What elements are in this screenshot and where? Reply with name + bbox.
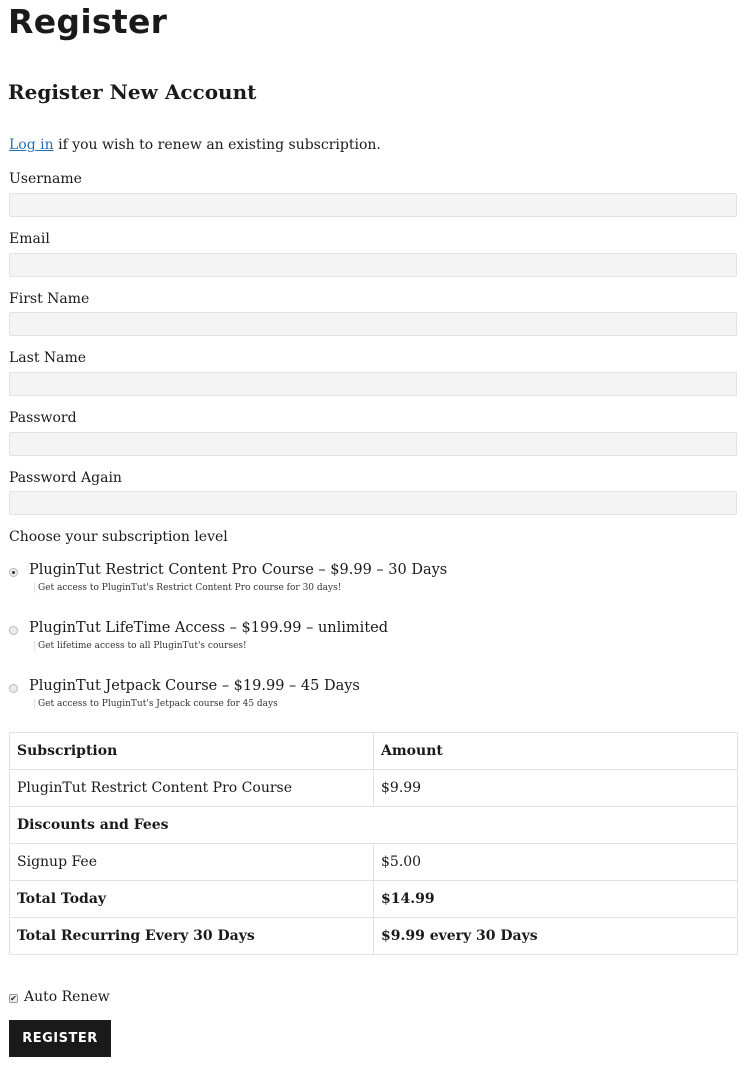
- total-recurring-amount-cell: $9.99 every 30 Days: [374, 918, 738, 955]
- level-name: PluginTut Jetpack Course – $19.99 – 45 Days: [29, 678, 360, 694]
- radio-button[interactable]: [9, 684, 18, 693]
- auto-renew-checkbox[interactable]: ✔: [10, 994, 17, 1003]
- level-name: PluginTut LifeTime Access – $199.99 – unlimited: [29, 620, 389, 636]
- level-name: PluginTut Restrict Content Pro Course – $9.99 – 30 Days: [29, 562, 448, 578]
- discounts-fees-heading: Discounts and Fees: [10, 807, 738, 844]
- first-name-label: First Name: [9, 291, 90, 307]
- column-header-subscription: Subscription: [10, 733, 374, 770]
- email-label: Email: [9, 231, 50, 247]
- subscription-level-label: Choose your subscription level: [9, 529, 228, 545]
- form-title: Register New Account: [8, 80, 257, 104]
- username-input[interactable]: [9, 193, 737, 217]
- password-label: Password: [9, 410, 77, 426]
- login-prompt: [9, 137, 381, 153]
- password-input[interactable]: [9, 432, 737, 456]
- radio-button-selected[interactable]: [9, 568, 18, 577]
- table-row: [10, 881, 738, 918]
- subscription-amount-cell: $9.99: [374, 770, 738, 807]
- total-today-label-cell: Total Today: [10, 881, 374, 918]
- login-link[interactable]: Log in: [9, 137, 54, 153]
- table-row: [10, 844, 738, 881]
- total-today-amount-cell: $14.99: [374, 881, 738, 918]
- level-description: Get lifetime access to all PluginTut's courses!: [34, 641, 247, 651]
- radio-button[interactable]: [9, 626, 18, 635]
- subscription-name-cell: PluginTut Restrict Content Pro Course: [10, 770, 374, 807]
- signup-fee-label-cell: Signup Fee: [10, 844, 374, 881]
- register-button[interactable]: REGISTER: [9, 1020, 111, 1057]
- login-prompt-text: if you wish to renew an existing subscription.: [53, 137, 381, 153]
- table-row: [10, 770, 738, 807]
- level-description: Get access to PluginTut's Jetpack course for 45 days: [34, 699, 278, 709]
- page-title: Register: [8, 2, 168, 41]
- last-name-label: Last Name: [9, 350, 87, 366]
- table-header-row: [10, 733, 738, 770]
- subscription-summary-table: [9, 732, 738, 955]
- first-name-input[interactable]: [9, 312, 737, 336]
- level-description: Get access to PluginTut's Restrict Content Pro course for 30 days!: [34, 583, 341, 593]
- last-name-input[interactable]: [9, 372, 737, 396]
- table-row: [10, 807, 738, 844]
- password-again-input[interactable]: [9, 491, 737, 515]
- auto-renew-label: Auto Renew: [24, 989, 110, 1005]
- password-again-label: Password Again: [9, 470, 122, 486]
- column-header-amount: Amount: [374, 733, 738, 770]
- table-row: [10, 918, 738, 955]
- username-label: Username: [9, 171, 82, 187]
- auto-renew-option[interactable]: [9, 989, 110, 1005]
- total-recurring-label-cell: Total Recurring Every 30 Days: [10, 918, 374, 955]
- signup-fee-amount-cell: $5.00: [374, 844, 738, 881]
- email-input[interactable]: [9, 253, 737, 277]
